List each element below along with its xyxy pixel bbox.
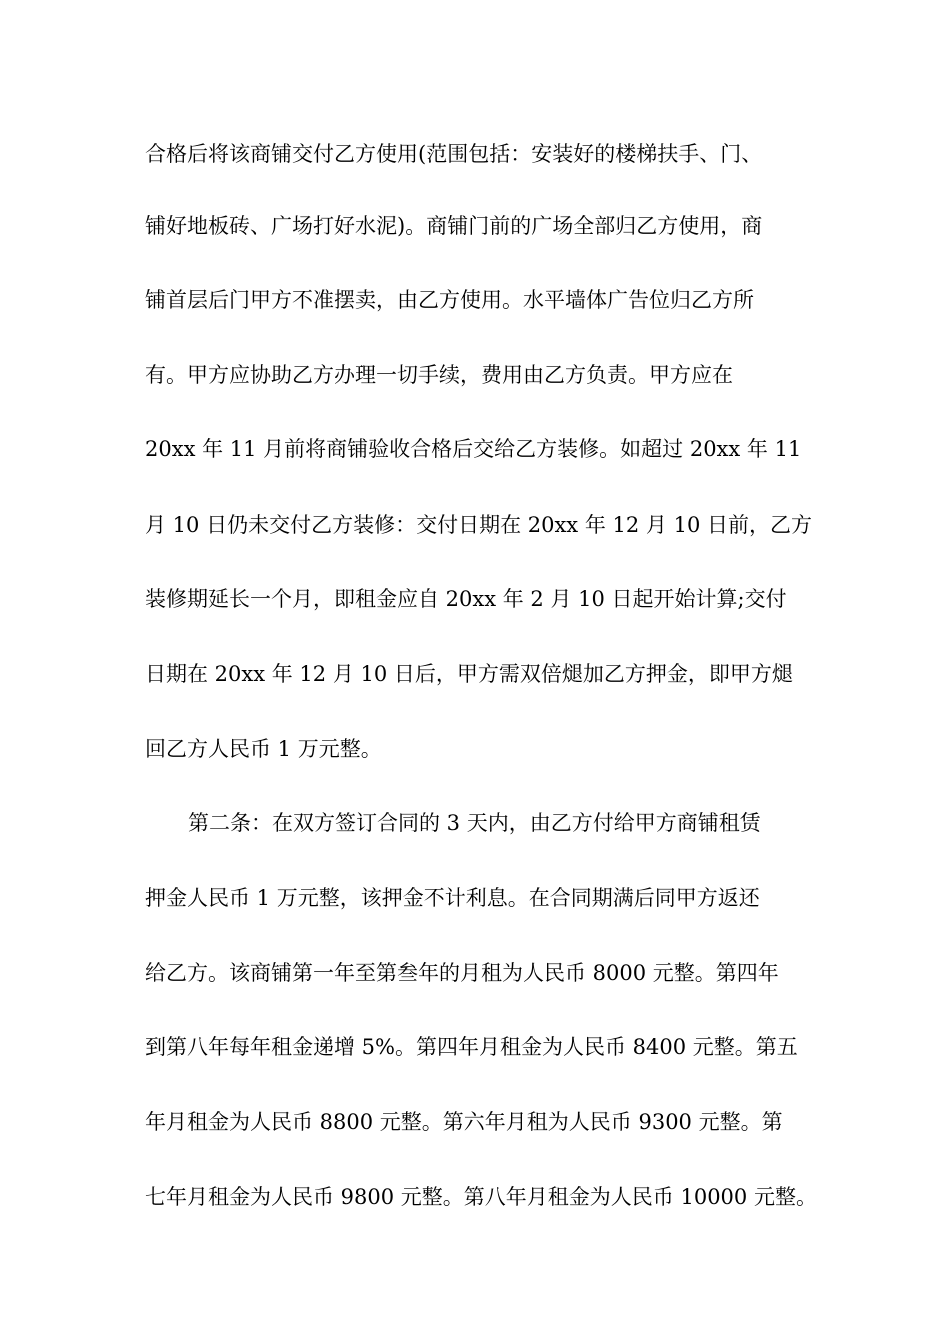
text-line: 合格后将该商铺交付乙方使用(范围包括：安装好的楼梯扶手、门、 xyxy=(145,142,763,166)
text-line: 有。甲方应协助乙方办理一切手续，费用由乙方负责。甲方应在 xyxy=(145,363,733,387)
paragraph-start-line: 第二条：在双方签订合同的 3 天内，由乙方付给甲方商铺租赁 xyxy=(188,811,761,835)
text-line: 20xx 年 11 月前将商铺验收合格后交给乙方装修。如超过 20xx 年 11 xyxy=(145,437,802,461)
text-line: 装修期延长一个月，即租金应自 20xx 年 2 月 10 日起开始计算;交付 xyxy=(145,587,787,611)
text-line: 七年月租金为人民币 9800 元整。第八年月租金为人民币 10000 元整。 xyxy=(145,1185,817,1209)
text-line: 押金人民币 1 万元整，该押金不计利息。在合同期满后同甲方返还 xyxy=(145,886,760,910)
text-line: 回乙方人民币 1 万元整。 xyxy=(145,737,382,761)
text-line: 铺好地板砖、广场打好水泥)。商铺门前的广场全部归乙方使用，商 xyxy=(145,214,763,238)
text-line: 给乙方。该商铺第一年至第叁年的月租为人民币 8000 元整。第四年 xyxy=(145,961,779,985)
text-line: 铺首层后门甲方不准摆卖，由乙方使用。水平墙体广告位归乙方所 xyxy=(145,288,754,312)
text-line: 到第八年每年租金递增 5%。第四年月租金为人民币 8400 元整。第五 xyxy=(145,1035,798,1059)
text-line: 年月租金为人民币 8800 元整。第六年月租为人民币 9300 元整。第 xyxy=(145,1110,783,1134)
text-line: 月 10 日仍未交付乙方装修：交付日期在 20xx 年 12 月 10 日前，乙方 xyxy=(145,513,812,537)
text-line: 日期在 20xx 年 12 月 10 日后，甲方需双倍煺加乙方押金，即甲方煺 xyxy=(145,662,793,686)
